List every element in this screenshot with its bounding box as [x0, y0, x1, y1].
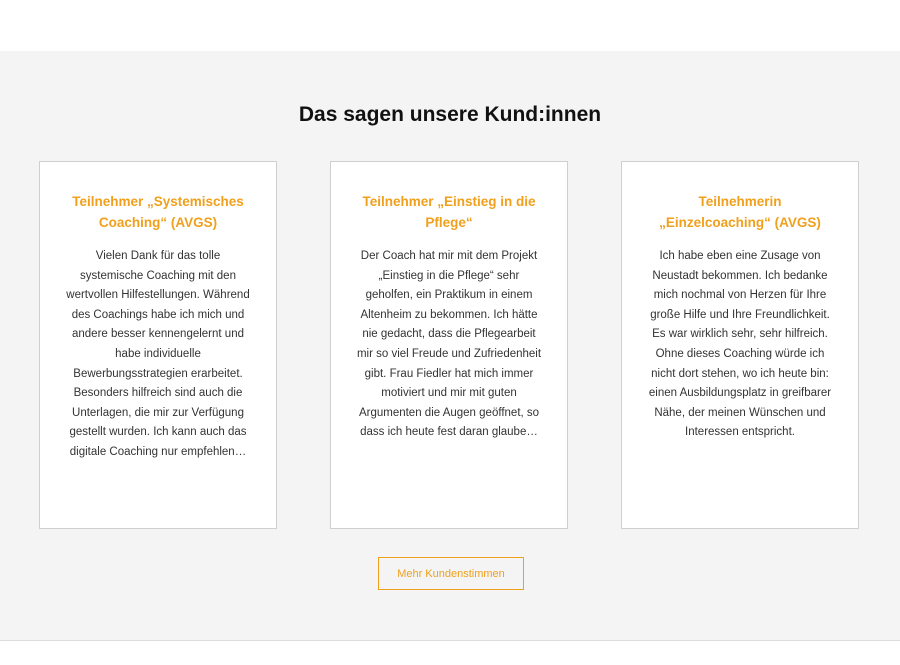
testimonial-card [39, 161, 277, 529]
testimonial-title: Teilnehmer „Systemisches Coaching“ (AVGS) [72, 194, 244, 230]
testimonial-card [330, 161, 568, 529]
header-area [0, 0, 900, 51]
more-testimonials-button[interactable]: Mehr Kundenstimmen [378, 557, 524, 590]
footer-area [0, 641, 900, 665]
testimonial-title: Teilnehmer „Einstieg in die Pflege“ [362, 194, 536, 230]
testimonial-text: Ich habe eben eine Zusage von Neustadt bekommen. Ich bedanke mich nochmal von Herzen für Ihre große Hilfe und Ihre Freundlichkeit. Es war wirklich sehr, sehr hilfreich. Ohne dieses Coaching würde ich nicht dort stehen, wo ich heute bin: einen Ausbildungsplatz in greifbarer Nähe, der meinen Wünschen und Interessen entspricht. [648, 250, 832, 439]
testimonial-title: Teilnehmerin „Einzelcoaching“ (AVGS) [659, 194, 821, 230]
section-title: Das sagen unsere Kund:innen [298, 103, 602, 126]
testimonial-text: Der Coach hat mir mit dem Projekt „Einstieg in die Pflege“ sehr geholfen, ein Praktikum in einem Altenheim zu bekommen. Ich hätte nie gedacht, dass die Pflegearbeit mir so viel Freude und Zufriedenheit gibt. Frau Fiedler hat mich immer motiviert und mir mit guten Argumenten die Augen geöffnet, so dass ich heute fest daran glaube… [356, 250, 542, 439]
testimonial-text: Vielen Dank für das tolle systemische Coaching mit den wertvollen Hilfestellungen. Während des Coachings habe ich mich und andere besser kennengelernt und habe individuelle Bewerbungsstrategien erarbeitet. Besonders hilfreich sind auch die Unterlagen, die mir zur Verfügung gestellt wurden. Ich kann auch das digitale Coaching nur empfehlen… [66, 250, 250, 458]
testimonial-card [621, 161, 859, 529]
